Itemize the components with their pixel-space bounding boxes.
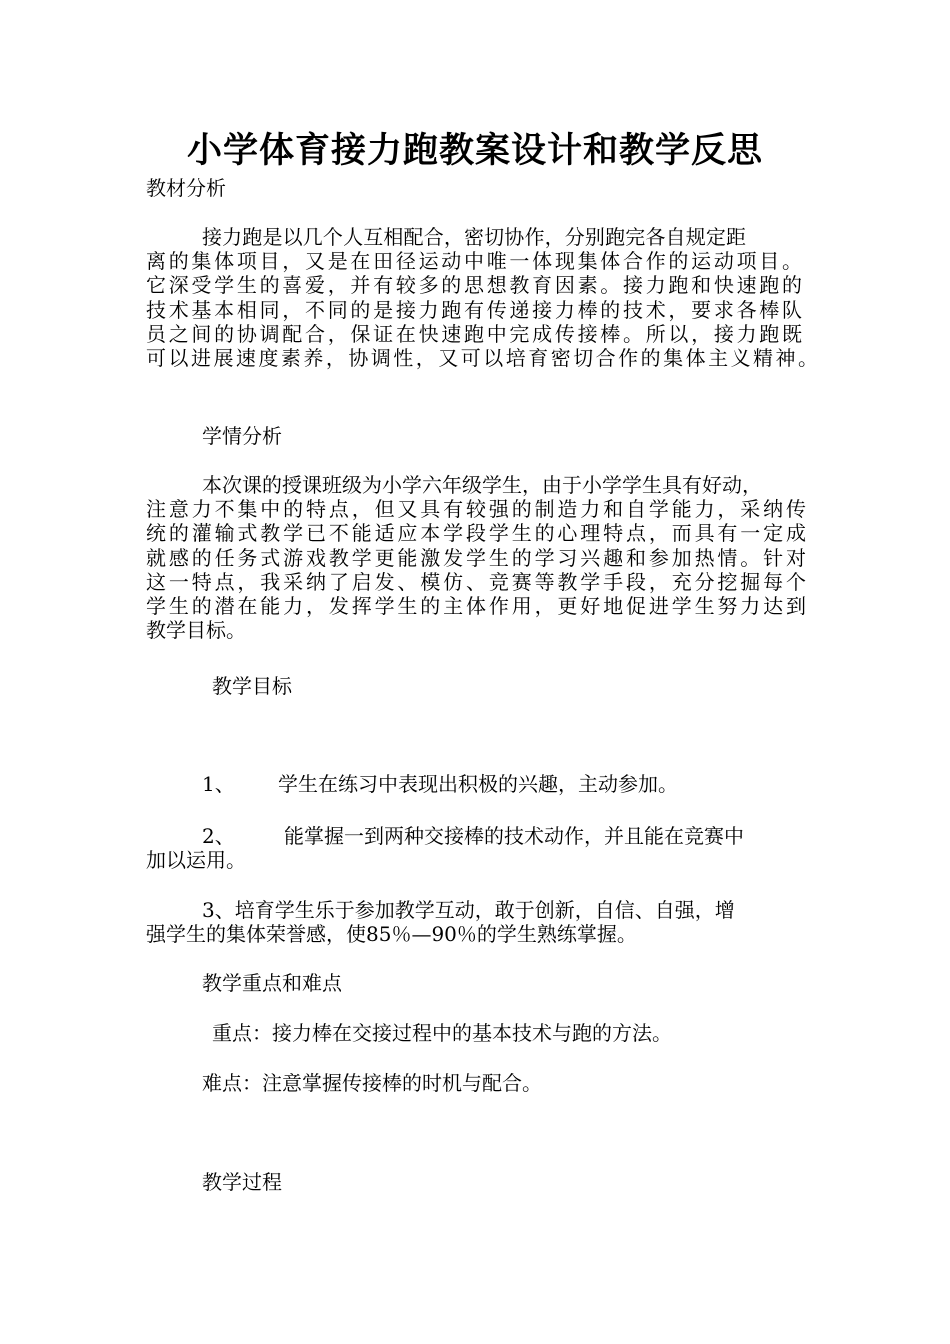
objective-1-number: 1、 [202, 772, 235, 796]
paragraph-line: 离的集体项目，又是在田径运动中唯一体现集体合作的运动项目。 [146, 249, 802, 274]
difficult-point-text: 难点：注意掌握传接棒的时机与配合。 [202, 1071, 542, 1095]
section-heading-key-points: 教学重点和难点 [202, 971, 342, 995]
paragraph-textbook-analysis [146, 225, 818, 370]
objective-2-continuation: 加以运用。 [146, 848, 246, 872]
section-heading-process: 教学过程 [202, 1170, 282, 1194]
objective-3-line-1: 3、培育学生乐于参加教学互动，敢于创新，自信、自强，增 [202, 898, 735, 922]
objective-3-line-2: 强学生的集体荣誉感，使85％—90％的学生熟练掌握。 [146, 922, 637, 946]
paragraph-line: 本次课的授课班级为小学六年级学生，由于小学学生具有好动， [202, 473, 762, 497]
paragraph-line: 统的灌输式教学已不能适应本学段学生的心理特点，而具有一定成 [146, 521, 806, 546]
objective-1-text: 学生在练习中表现出积极的兴趣，主动参加。 [278, 772, 678, 796]
paragraph-student-analysis [146, 473, 806, 642]
paragraph-line: 技术基本相同，不同的是接力跑有传递接力棒的技术，要求各棒队 [146, 297, 802, 322]
section-heading-textbook-analysis: 教材分析 [146, 176, 226, 200]
paragraph-line: 接力跑是以几个人互相配合，密切协作，分别跑完各自规定距 [202, 225, 746, 249]
paragraph-line: 学生的潜在能力，发挥学生的主体作用，更好地促进学生努力达到 [146, 594, 806, 619]
paragraph-line: 可以进展速度素养，协调性，又可以培育密切合作的集体主义精神。 [146, 346, 818, 371]
paragraph-line: 这一特点，我采纳了启发、模仿、竞赛等教学手段，充分挖掘每个 [146, 569, 806, 594]
paragraph-line: 注意力不集中的特点，但又具有较强的制造力和自学能力，采纳传 [146, 497, 806, 522]
paragraph-line: 员之间的协调配合，保证在快速跑中完成传接棒。所以，接力跑既 [146, 321, 802, 346]
key-point-text: 重点：接力棒在交接过程中的基本技术与跑的方法。 [212, 1021, 672, 1045]
section-heading-objectives: 教学目标 [212, 674, 292, 698]
paragraph-line: 就感的任务式游戏教学更能激发学生的学习兴趣和参加热情。针对 [146, 545, 806, 570]
objective-2-text: 能掌握一到两种交接棒的技术动作，并且能在竞赛中 [284, 824, 744, 848]
section-heading-student-analysis: 学情分析 [202, 424, 282, 448]
document-title: 小学体育接力跑教案设计和教学反思 [186, 130, 763, 171]
paragraph-line: 教学目标。 [146, 618, 246, 643]
paragraph-line: 它深受学生的喜爱，并有较多的思想教育因素。接力跑和快速跑的 [146, 273, 802, 298]
objective-2-number: 2、 [202, 824, 235, 848]
